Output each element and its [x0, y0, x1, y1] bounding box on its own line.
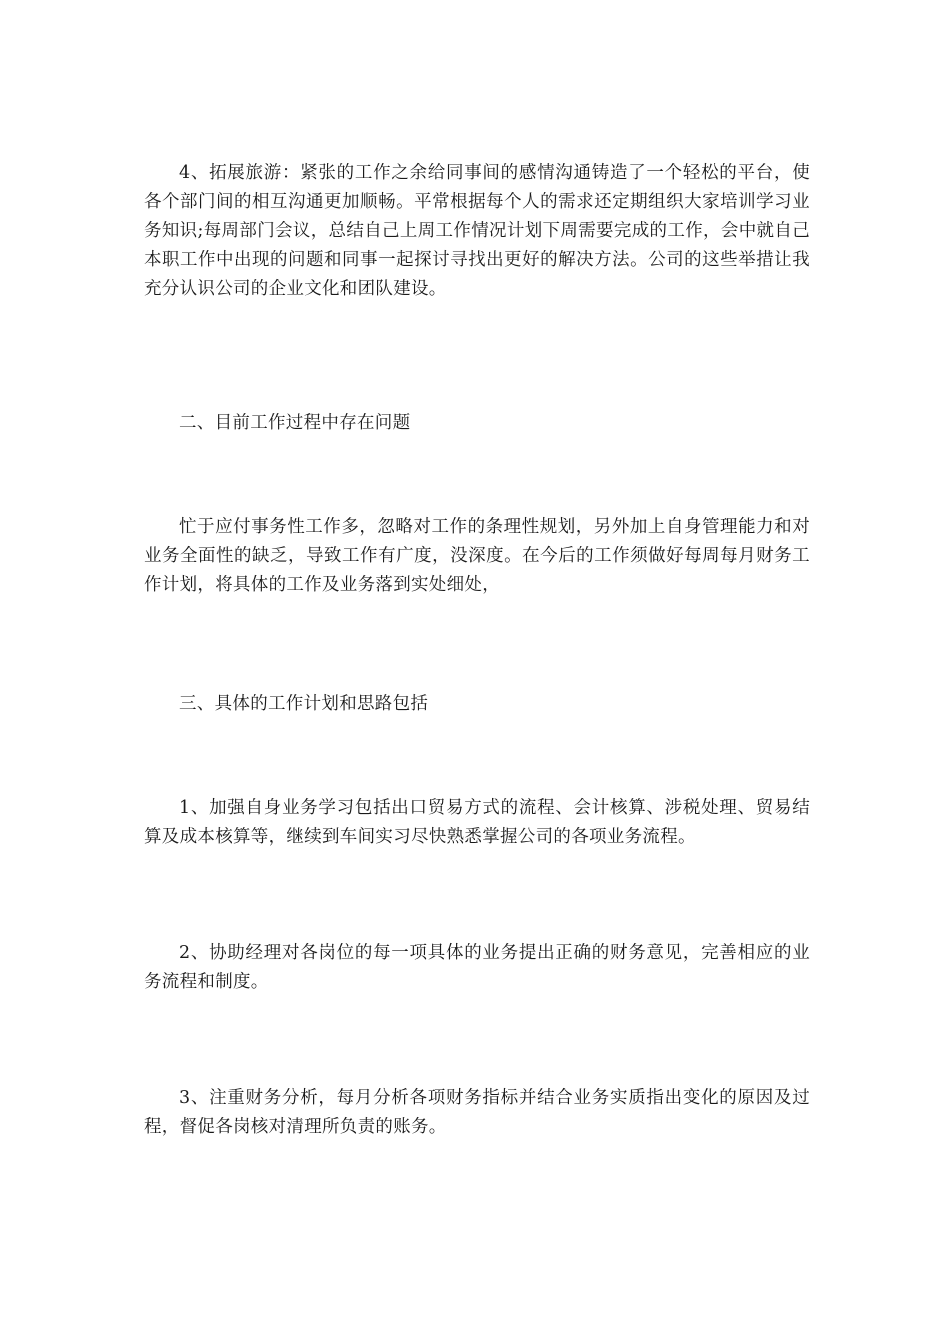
- paragraph-plan-item-1: 1、加强自身业务学习包括出口贸易方式的流程、会计核算、涉税处理、贸易结算及成本核算等，继续到车间实习尽快熟悉掌握公司的各项业务流程。: [144, 798, 810, 847]
- paragraph-plan-item-2: 2、协助经理对各岗位的每一项具体的业务提出正确的财务意见，完善相应的业务流程和制度。: [144, 943, 810, 992]
- section-heading-work-plan: 三、具体的工作计划和思路包括: [179, 694, 429, 714]
- section-heading-current-problems: 二、目前工作过程中存在问题: [179, 413, 411, 433]
- paragraph-outdoor-travel: 4、拓展旅游：紧张的工作之余给同事间的感情沟通铸造了一个轻松的平台，使各个部门间的相互沟通更加顺畅。平常根据每个人的需求还定期组织大家培训学习业务知识;每周部门会议，总结自己上周工作情况计划下周需要完成的工作，会中就自己本职工作中出现的问题和同事一起探讨寻找出更好的解决方法。公司的这些举措让我充分认识公司的企业文化和团队建设。: [144, 163, 810, 299]
- paragraph-problems-detail: 忙于应付事务性工作多，忽略对工作的条理性规划，另外加上自身管理能力和对业务全面性的缺乏，导致工作有广度，没深度。在今后的工作须做好每周每月财务工作计划，将具体的工作及业务落到实处细处，: [144, 517, 810, 595]
- paragraph-plan-item-3: 3、注重财务分析，每月分析各项财务指标并结合业务实质指出变化的原因及过程，督促各岗核对清理所负责的账务。: [144, 1088, 810, 1137]
